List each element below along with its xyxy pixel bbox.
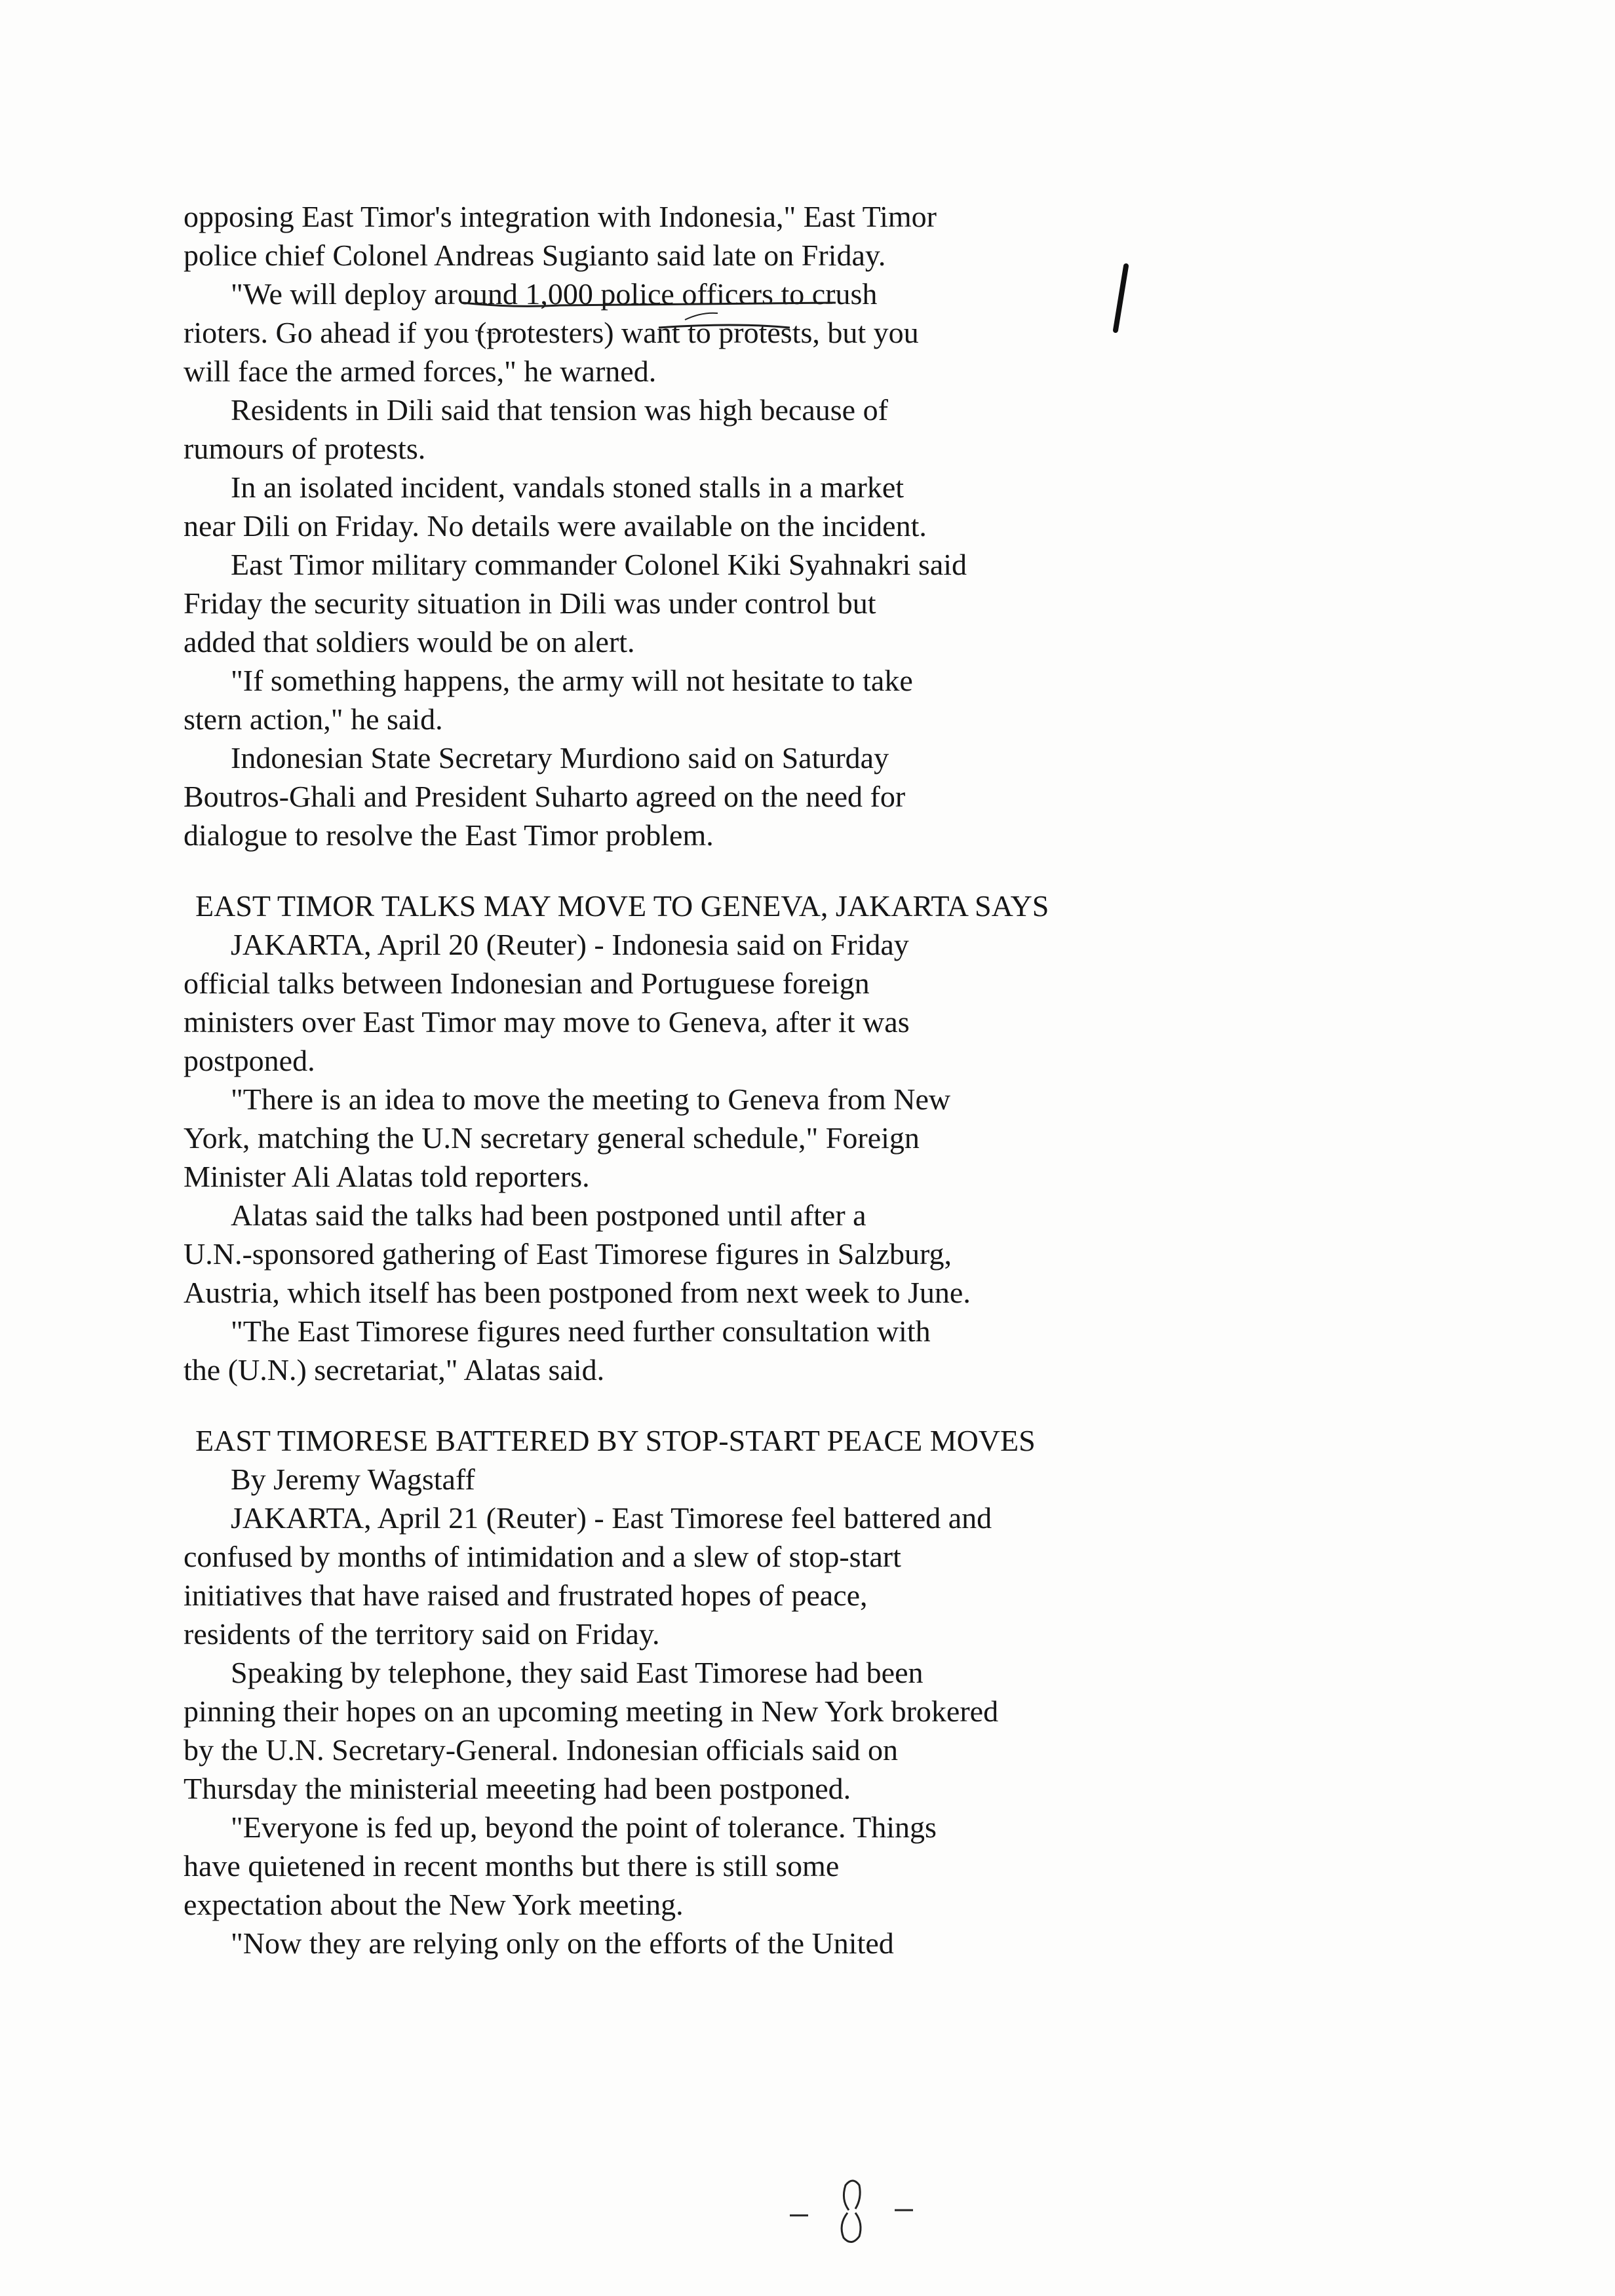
text-line: "Everyone is fed up, beyond the point of tolerance. Things	[231, 1810, 937, 1844]
text-line: York, matching the U.N secretary general schedule," Foreign	[184, 1121, 920, 1155]
text-line: "If something happens, the army will not hesitate to take	[231, 664, 913, 697]
text-line: near Dili on Friday. No details were available on the incident.	[184, 509, 927, 543]
text-line: official talks between Indonesian and Portuguese foreign	[184, 966, 870, 1000]
text-line: Friday the security situation in Dili was under control but	[184, 586, 876, 620]
text-line: rioters. Go ahead if you (protesters) want to protests, but you	[184, 316, 919, 349]
text-line: police chief Colonel Andreas Sugianto said late on Friday.	[184, 239, 886, 272]
text-line: Alatas said the talks had been postponed until after a	[231, 1198, 866, 1232]
text-line: by the U.N. Secretary-General. Indonesian officials said on	[184, 1733, 899, 1767]
text-line: ministers over East Timor may move to Geneva, after it was	[184, 1005, 910, 1039]
text-line: postponed.	[184, 1044, 315, 1077]
text-line: will face the armed forces," he warned.	[184, 354, 657, 388]
text-line: Indonesian State Secretary Murdiono said on Saturday	[231, 741, 889, 775]
text-line: residents of the territory said on Friday.	[184, 1617, 660, 1651]
text-line: "The East Timorese figures need further consultation with	[231, 1314, 931, 1348]
text-line: JAKARTA, April 21 (Reuter) - East Timorese feel battered and	[231, 1501, 992, 1535]
text-line: dialogue to resolve the East Timor problem.	[184, 818, 714, 852]
text-line: Minister Ali Alatas told reporters.	[184, 1160, 590, 1193]
byline: By Jeremy Wagstaff	[231, 1463, 475, 1496]
text-line: initiatives that have raised and frustrated hopes of peace,	[184, 1578, 868, 1612]
text-line: Residents in Dili said that tension was high because of	[231, 393, 888, 427]
text-line: Austria, which itself has been postponed from next week to June.	[184, 1276, 971, 1309]
article-headline: EAST TIMOR TALKS MAY MOVE TO GENEVA, JAKARTA SAYS	[195, 889, 1049, 923]
text-line: pinning their hopes on an upcoming meeting in New York brokered	[184, 1694, 999, 1728]
margin-mark-icon	[1108, 262, 1134, 334]
text-line: "There is an idea to move the meeting to Geneva from New	[231, 1082, 951, 1116]
text-line: Speaking by telephone, they said East Timorese had been	[231, 1656, 924, 1689]
text-line: Boutros-Ghali and President Suharto agreed on the need for	[184, 780, 906, 813]
text-line: rumours of protests.	[184, 432, 426, 465]
text-line: expectation about the New York meeting.	[184, 1888, 684, 1921]
article-headline: EAST TIMORESE BATTERED BY STOP-START PEACE MOVES	[195, 1424, 1036, 1457]
text-line: stern action," he said.	[184, 702, 443, 736]
text-line: Thursday the ministerial meeeting had been postponed.	[184, 1772, 851, 1805]
text-line: "We will deploy around 1,000 police officers to crush	[231, 277, 878, 311]
text-line: JAKARTA, April 20 (Reuter) - Indonesia said on Friday	[231, 928, 909, 961]
text-line: East Timor military commander Colonel Kiki Syahnakri said	[231, 548, 967, 581]
text-line: confused by months of intimidation and a slew of stop-start	[184, 1540, 901, 1573]
text-line: In an isolated incident, vandals stoned stalls in a market	[231, 470, 905, 504]
handwritten-annotation-icon	[393, 288, 891, 354]
text-line: the (U.N.) secretariat," Alatas said.	[184, 1353, 605, 1387]
text-line: have quietened in recent months but there is still some	[184, 1849, 840, 1883]
text-line: added that soldiers would be on alert.	[184, 625, 635, 659]
text-line: "Now they are relying only on the efforts of the United	[231, 1926, 894, 1960]
text-line: U.N.-sponsored gathering of East Timorese figures in Salzburg,	[184, 1237, 952, 1271]
text-line: opposing East Timor's integration with Indonesia," East Timor	[184, 200, 937, 233]
